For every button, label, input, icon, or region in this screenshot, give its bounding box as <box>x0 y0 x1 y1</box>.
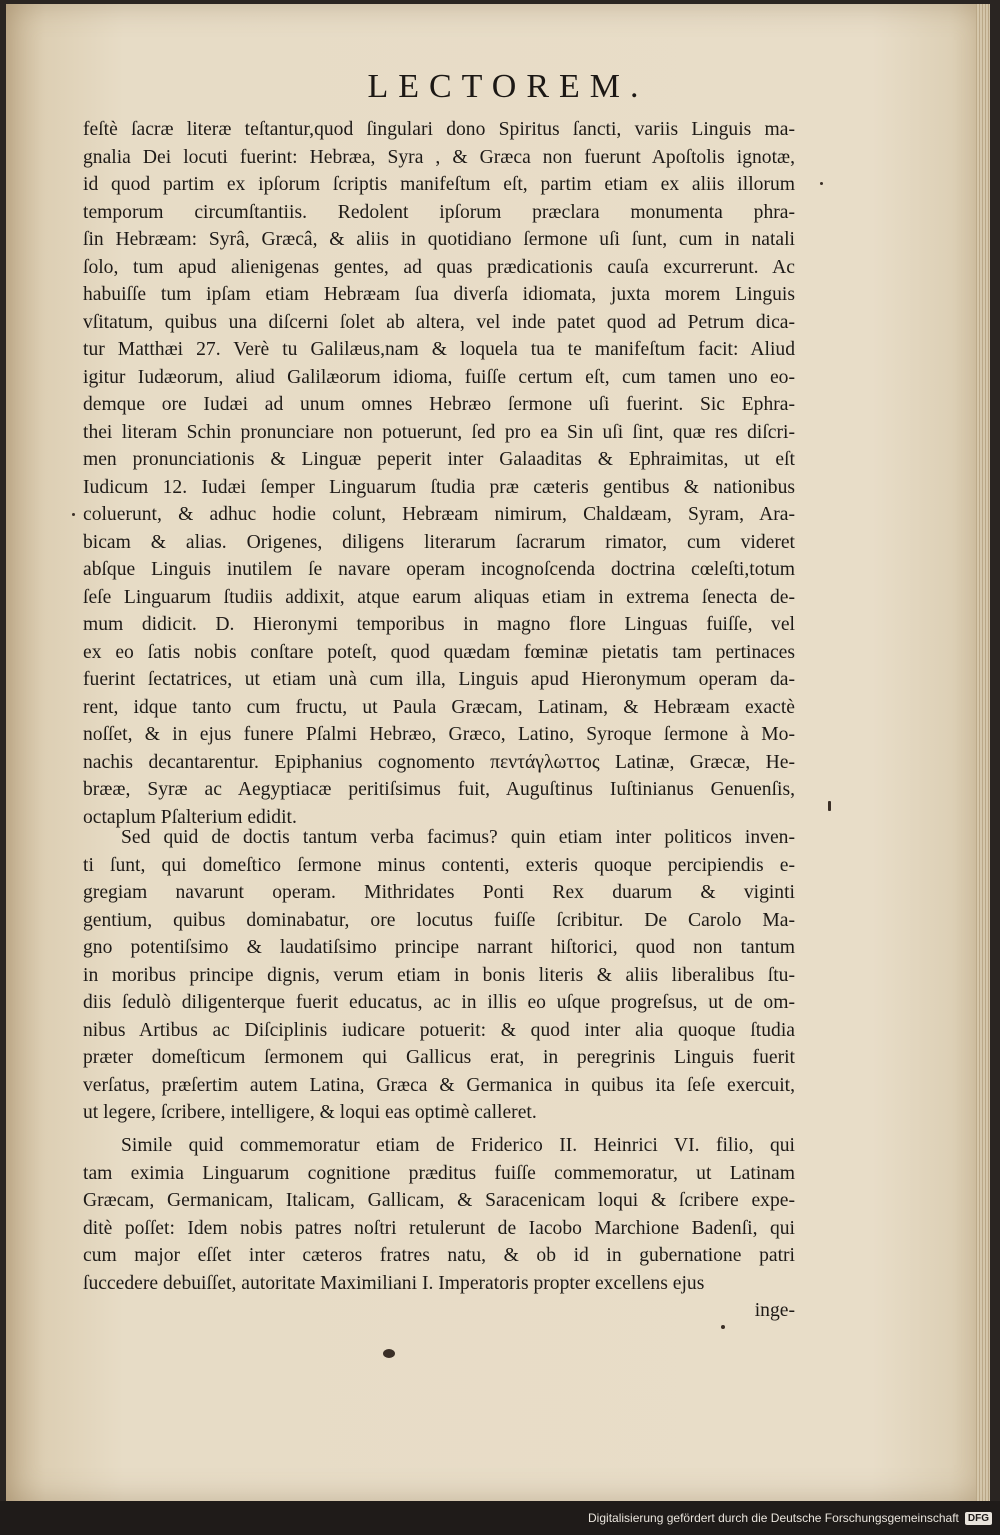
text-line: men pronunciationis & Linguæ peperit inter Galaaditas & Ephraimitas, ut eſt <box>83 449 795 470</box>
text-line: Sed quid de doctis tantum verba facimus? quin etiam inter politicos inven- <box>121 827 795 848</box>
digitization-footer <box>0 1501 1000 1535</box>
ink-speck <box>72 513 75 516</box>
ink-speck <box>383 1349 395 1358</box>
ink-speck <box>828 801 831 811</box>
text-line: rent, idque tanto cum fructu, ut Paula Græcam, Latinam, & Hebræam exactè <box>83 696 795 718</box>
text-line: ſuccedere debuiſſet, autoritate Maximiliani I. Imperatoris propter excellens ejus <box>83 1272 705 1294</box>
text-line: brææ, Syræ ac Aegyptiacæ peritiſsimus fuit, Auguſtinus Iuſtinianus Genuenſis, <box>83 779 795 800</box>
text-line: cum major eſſet inter cæteros fratres natu, & ob id in gubernatione patri <box>83 1245 795 1266</box>
text-line: fuerint ſectatrices, ut etiam unà cum illa, Linguis apud Hieronymum operam da- <box>83 669 795 690</box>
text-line: coluerunt, & adhuc hodie colunt, Hebræam nimirum, Chaldæam, Syram, Ara- <box>83 504 795 525</box>
paragraph-1 <box>83 116 795 831</box>
text-line: gregiam navarunt operam. Mithridates Ponti Rex duarum & viginti <box>83 882 795 903</box>
text-line: vſitatum, quibus una diſcerni ſolet ab altera, vel inde patet quod ad Petrum dica- <box>83 311 795 333</box>
footer-credit: Digitalisierung gefördert durch die Deutsche Forschungsgemeinschaft <box>588 1511 959 1525</box>
text-line: id quod partim ex ipſorum ſcriptis manifeſtum eſt, partim etiam ex aliis illorum <box>83 174 795 195</box>
text-line: ex eo ſatis nobis conſtare poteſt, quod quædam fœminæ pietatis tam pertinaces <box>83 641 795 663</box>
text-line: nachis decantarentur. Epiphanius cognomento πεντάγλωττος Latinæ, Græcæ, He- <box>83 751 795 773</box>
paragraph-3 <box>83 1132 795 1297</box>
text-line: ſin Hebræam: Syrâ, Græcâ, & aliis in quotidiano ſermone uſi ſunt, cum in natali <box>83 229 795 250</box>
text-line: Iudicum 12. Iudæi ſemper Linguarum ſtudia præ cæteris gentibus & nationibus <box>83 476 795 498</box>
catchword-block <box>83 1297 795 1325</box>
text-line: bicam & alias. Origenes, diligens literarum ſacrarum rimator, cum videret <box>83 531 795 553</box>
text-line: temporum circumſtantiis. Redolent ipſorum præclara monumenta phra- <box>83 201 795 223</box>
text-line: ſolo, tum apud alienigenas gentes, ad quas prædicationis cauſa excurrerunt. Ac <box>83 256 795 278</box>
text-line: gnalia Dei locuti fuerint: Hebræa, Syra , & Græca non fuerunt Apoſtolis ignotæ, <box>83 146 795 168</box>
running-head: LECTOREM. <box>367 68 649 105</box>
catchword: inge- <box>754 1300 795 1321</box>
text-line: habuiſſe tum ipſam etiam Hebræam ſua diverſa idiomata, juxta morem Linguis <box>83 284 795 305</box>
text-line: ut legere, ſcribere, intelligere, & loqui eas optimè calleret. <box>83 1102 537 1123</box>
text-line: tur Matthæi 27. Verè tu Galilæus,nam & loquela tua te manifeſtum facit: Aliud <box>83 339 795 360</box>
text-line: gno potentiſsimo & laudatiſsimo principe narrant hiſtorici, quod non tantum <box>83 937 795 958</box>
text-line: thei literam Schin pronunciare non potuerunt, ſed pro ea Sin uſi ſint, quæ res diſcri- <box>83 421 795 443</box>
book-page <box>6 4 990 1501</box>
text-line: verſatus, præſertim autem Latina, Græca & Germanica in quibus ita ſeſe exercuit, <box>83 1074 795 1096</box>
text-line: præter domeſticum ſermonem qui Gallicus erat, in peregrinis Linguis fuerit <box>83 1047 795 1068</box>
text-line: Simile quid commemoratur etiam de Friderico II. Heinrici VI. filio, qui <box>121 1135 795 1156</box>
text-line: ſeſe Linguarum ſtudiis addixit, atque earum aliquas etiam in extrema ſenecta de- <box>83 586 795 608</box>
page-edge <box>976 4 990 1501</box>
text-line: Græcam, Germanicam, Italicam, Gallicam, & Saracenicam loqui & ſcribere expe- <box>83 1190 795 1211</box>
text-line: in moribus principe dignis, verum etiam in bonis literis & aliis liberalibus ſtu- <box>83 964 795 986</box>
ink-speck <box>721 1325 725 1329</box>
ink-speck <box>820 182 823 185</box>
text-line: ditè poſſet: Idem nobis patres noſtri retulerunt de Iacobo Marchione Badenſi, qui <box>83 1217 795 1239</box>
text-line: ti ſunt, qui domeſtico ſermone minus contenti, exteris quoque percipiendis e- <box>83 854 795 876</box>
dfg-logo: DFG <box>965 1512 992 1525</box>
text-line: tam eximia Linguarum cognitione præditus fuiſſe commemoratur, ut Latinam <box>83 1162 795 1184</box>
text-line: abſque Linguis inutilem ſe navare operam incognoſcenda doctrina cœleſti,totum <box>83 559 795 580</box>
text-line: nibus Artibus ac Diſciplinis iudicare potuerit: & quod inter alia quoque ſtudia <box>83 1019 795 1041</box>
text-line: igitur Iudæorum, aliud Galilæorum idioma, fuiſſe certum eſt, cum tamen uno eo- <box>83 366 795 388</box>
text-line: diis ſedulò diligenterque fuerit educatus, ac in illis eo uſque progreſsus, ut de om- <box>83 992 795 1013</box>
text-line: octaplum Pſalterium edidit. <box>83 806 297 828</box>
paragraph-2 <box>83 824 795 1127</box>
text-line: demque ore Iudæi ad unum omnes Hebræo ſermone uſi fuerint. Sic Ephra- <box>83 394 795 415</box>
text-line: noſſet, & in ejus funere Pſalmi Hebræo, Græco, Latino, Syroque ſermone à Mo- <box>83 724 795 745</box>
text-line: feſtè ſacræ literæ teſtantur,quod ſingulari dono Spiritus ſancti, variis Linguis ma- <box>83 119 795 140</box>
text-line: gentium, quibus dominabatur, ore locutus fuiſſe ſcribitur. De Carolo Ma- <box>83 909 795 931</box>
text-line: mum didicit. D. Hieronymi temporibus in magno flore Linguas fuiſſe, vel <box>83 614 795 635</box>
